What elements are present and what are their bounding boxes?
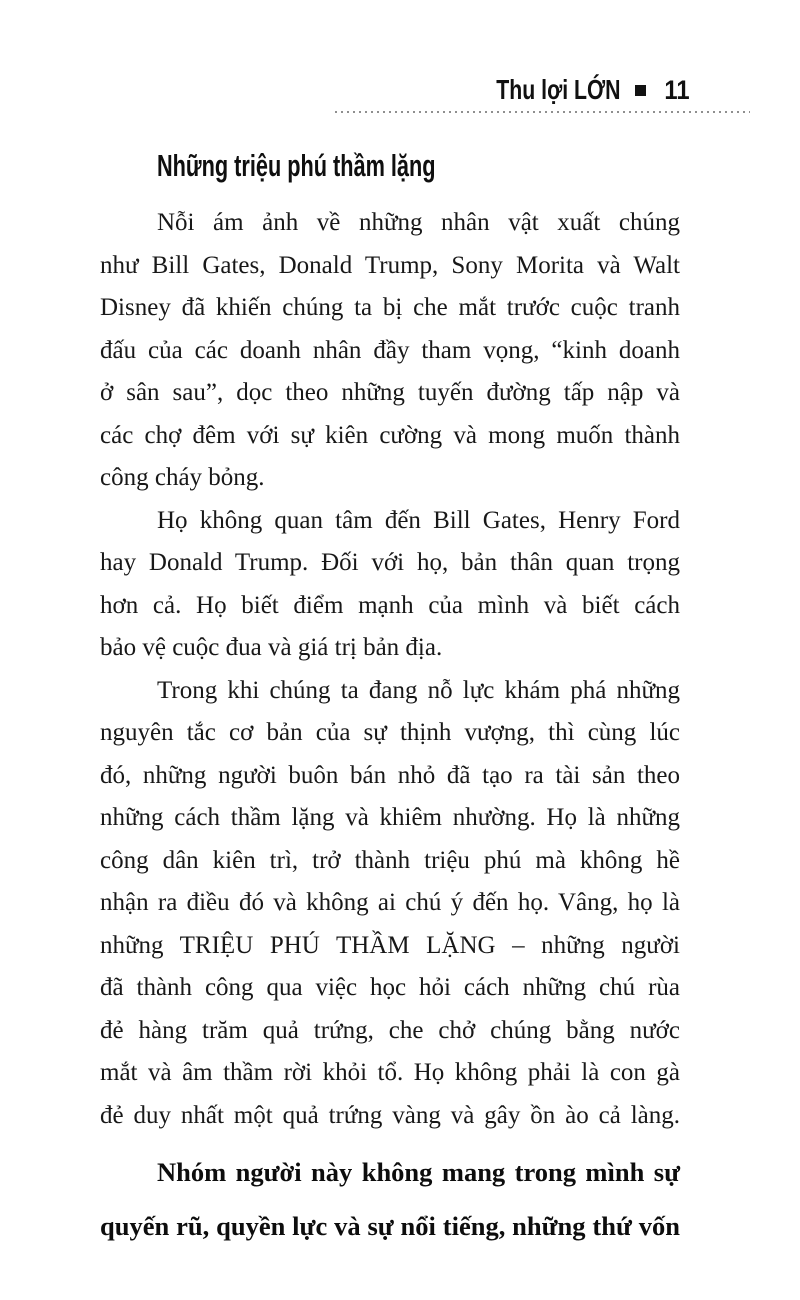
text-line: các chợ đêm với sự kiên cường và mong muốn thành bbox=[100, 421, 680, 449]
text-line: đó, những người buôn bán nhỏ đã tạo ra tài sản theo bbox=[100, 761, 680, 789]
paragraph bbox=[100, 670, 680, 1138]
text-line: nhận ra điều đó và không ai chú ý đến họ. Vâng, họ là bbox=[100, 889, 680, 916]
text-line: Trong khi chúng ta đang nỗ lực khám phá những bbox=[157, 676, 680, 704]
text-line: ở sân sau”, dọc theo những tuyến đường tấp nập và bbox=[100, 379, 680, 406]
text-line: những TRIỆU PHÚ THẦM LẶNG – những người bbox=[100, 931, 680, 959]
text-line: nguyên tắc cơ bản của sự thịnh vượng, thì cùng lúc bbox=[100, 719, 680, 746]
square-bullet-icon bbox=[635, 85, 646, 96]
page-number: 11 bbox=[664, 74, 690, 105]
running-head-title: Thu lợi LỚN bbox=[496, 74, 621, 105]
paragraph bbox=[100, 202, 680, 500]
text-line: những cách thầm lặng và khiêm nhường. Họ là những bbox=[100, 804, 680, 831]
header-divider bbox=[335, 111, 750, 113]
text-line: như Bill Gates, Donald Trump, Sony Morita và Walt bbox=[100, 251, 680, 279]
text-line: đẻ hàng trăm quả trứng, che chở chúng bằng nước bbox=[100, 1016, 680, 1044]
text-line: Disney đã khiến chúng ta bị che mắt trước cuộc tranh bbox=[100, 294, 680, 321]
text-line: Nỗi ám ảnh về những nhân vật xuất chúng bbox=[157, 209, 680, 236]
text-line: Nhóm người này không mang trong mình sự bbox=[157, 1157, 680, 1187]
text-line: Họ không quan tâm đến Bill Gates, Henry Ford bbox=[157, 506, 680, 534]
section-heading: Những triệu phú thầm lặng bbox=[157, 148, 436, 183]
text-line: đấu của các doanh nhân đầy tham vọng, “kinh doanh bbox=[100, 336, 680, 364]
text-line: hay Donald Trump. Đối với họ, bản thân quan trọng bbox=[100, 549, 680, 576]
text-line: hơn cả. Họ biết điểm mạnh của mình và biết cách bbox=[100, 591, 680, 619]
text-line: đẻ duy nhất một quả trứng vàng và gây ồn ào cả làng. bbox=[100, 1101, 680, 1129]
text-line: công dân kiên trì, trở thành triệu phú mà không hề bbox=[100, 846, 680, 874]
paragraph bbox=[100, 500, 680, 670]
text-line: công cháy bỏng. bbox=[100, 464, 265, 491]
body-text bbox=[100, 202, 680, 1253]
paragraph bbox=[100, 1145, 680, 1253]
text-line: đã thành công qua việc học hỏi cách những chú rùa bbox=[100, 974, 680, 1001]
text-line: quyến rũ, quyền lực và sự nổi tiếng, những thứ vốn bbox=[100, 1211, 680, 1241]
running-head bbox=[457, 74, 690, 106]
text-line: mắt và âm thầm rời khỏi tổ. Họ không phải là con gà bbox=[100, 1059, 680, 1086]
text-line: bảo vệ cuộc đua và giá trị bản địa. bbox=[100, 634, 443, 661]
